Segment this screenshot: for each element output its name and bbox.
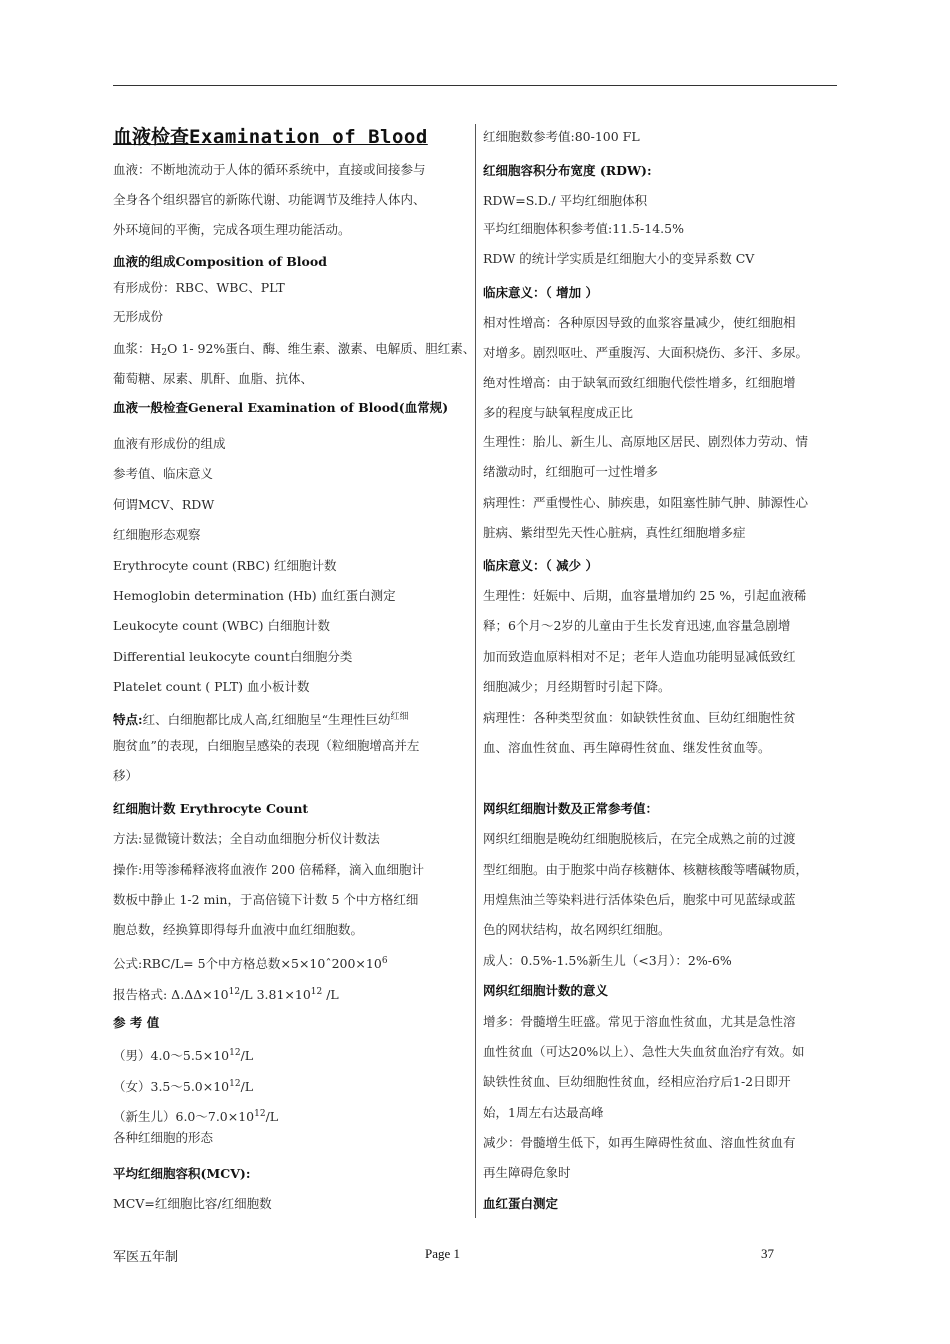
increase-line: 脏病、紫绀型先天性心脏病，真性红细胞增多症 <box>483 525 746 540</box>
reference-heading: 参 考 值 <box>113 1015 160 1030</box>
report-format: 报告格式: $\Delta.\Delta\Delta\times 10^{12}/L$ $3.81\times 10^{12}$ /L <box>113 987 339 1002</box>
feature-line: 特点:红、白细胞都比成人高,红细胞呈“生理性巨幼$^{红细}$ <box>113 712 409 727</box>
decrease-line: 释；6个月～2岁的儿童由于生长发育迅速,血容量急剧增 <box>483 618 791 633</box>
reference-newborn: （新生儿）$6.0\sim 7.0\times 10^{12}/L$ <box>113 1109 279 1124</box>
list-item: 何谓MCV、RDW <box>113 497 215 512</box>
list-item: Differential leukocyte count白细胞分类 <box>113 649 353 664</box>
general-exam-heading: 血液一般检查General Examination of Blood(血常规) <box>113 400 449 415</box>
reticulocyte-line: 型红细胞。由于胞浆中尚存核糖体、核糖核酸等嗜碱物质， <box>483 862 809 877</box>
mcv-reference: 红细胞数参考值:80-100 FL <box>483 129 640 144</box>
rdw-note: RDW 的统计学实质是红细胞大小的变异系数 CV <box>483 251 755 266</box>
column-divider <box>475 124 476 1218</box>
formula-line: 公式:RBC/L= 5个中方格总数$\times 5\times 10ˆ200\times 10^6$ <box>113 956 388 971</box>
page-title: 血液检查Examination of Blood <box>113 126 428 148</box>
reference-male: （男）$4.0\sim 5.5\times 10^{12}/L$ <box>113 1048 254 1063</box>
morphology-line: 各种红细胞的形态 <box>113 1130 214 1145</box>
reticulocyte-heading: 网织红细胞计数及正常参考值： <box>483 801 659 816</box>
list-item: 血液有形成份的组成 <box>113 436 226 451</box>
increase-line: 绝对性增高：由于缺氧而致红细胞代偿性增多，红细胞增 <box>483 375 796 390</box>
increase-line: 多的程度与缺氧程度成正比 <box>483 405 634 420</box>
footer-right: 37 <box>761 1246 774 1261</box>
intro-line: 外环境间的平衡，完成各项生理功能活动。 <box>113 222 351 237</box>
composition-heading: 血液的组成Composition of Blood <box>113 254 327 269</box>
rdw-formula: RDW=S.D./ 平均红细胞体积 <box>483 193 648 208</box>
reticulocyte-reference: 成人：0.5%-1.5%新生儿（<3月）：2%-6% <box>483 953 732 968</box>
footer-left: 军医五年制 <box>113 1249 179 1264</box>
list-item: Hemoglobin determination (Hb) 血红蛋白测定 <box>113 588 396 603</box>
rbc-heading: 红细胞计数 Erythrocyte Count <box>113 801 309 816</box>
decrease-line: 病理性：各种类型贫血：如缺铁性贫血、巨幼红细胞性贫 <box>483 710 796 725</box>
significance-line: 再生障碍危象时 <box>483 1165 571 1180</box>
reticulocyte-line: 网织红细胞是晚幼红细胞脱核后，在完全成熟之前的过渡 <box>483 831 796 846</box>
decrease-line: 血、溶血性贫血、再生障碍性贫血、继发性贫血等。 <box>483 740 771 755</box>
unformed-elements: 无形成份 <box>113 309 164 324</box>
decrease-line: 加而致造血原料相对不足；老年人造血功能明显减低致红 <box>483 649 796 664</box>
rdw-heading: 红细胞容积分布宽度 (RDW): <box>483 163 652 178</box>
list-item: Erythrocyte count (RBC) 红细胞计数 <box>113 558 337 573</box>
decrease-line: 细胞减少；月经期暂时引起下降。 <box>483 679 671 694</box>
significance-line: 增多：骨髓增生旺盛。常见于溶血性贫血，尤其是急性溶 <box>483 1014 796 1029</box>
operation-line: 数板中静止 1-2 min，于高倍镜下计数 5 个中方格红细 <box>113 892 419 907</box>
decrease-line: 生理性：妊娠中、后期，血容量增加约 25 %，引起血液稀 <box>483 588 807 603</box>
feature-line-2: 胞贫血”的表现，白细胞呈感染的表现（粒细胞增高并左 <box>113 738 420 753</box>
reticulocyte-significance-heading: 网织红细胞计数的意义 <box>483 983 609 998</box>
intro-line: 血液：不断地流动于人体的循环系统中，直接或间接参与 <box>113 162 426 177</box>
list-item: Platelet count ( PLT) 血小板计数 <box>113 679 310 694</box>
formed-elements: 有形成份：RBC、WBC、PLT <box>113 280 285 295</box>
method-line: 方法:显微镜计数法；全自动血细胞分析仪计数法 <box>113 831 380 846</box>
mcv-formula: MCV=红细胞比容/红细胞数 <box>113 1196 272 1211</box>
increase-line: 生理性：胎儿、新生儿、高原地区居民、剧烈体力劳动、情 <box>483 434 809 449</box>
plasma-line: 血浆：$H_2O$ 1- 92%蛋白、酶、维生素、激素、电解质、胆红素、 <box>113 341 476 358</box>
increase-line: 绪激动时，红细胞可一过性增多 <box>483 464 659 479</box>
list-item: 红细胞形态观察 <box>113 527 201 542</box>
header-rule <box>113 85 837 86</box>
decrease-heading: 临床意义：（ 减少 ） <box>483 558 598 573</box>
operation-line: 操作:用等渗稀释液将血液作 200 倍稀释，滴入血细胞计 <box>113 862 425 877</box>
increase-line: 对增多。剧烈呕吐、严重腹泻、大面积烧伤、多汗、多尿。 <box>483 345 809 360</box>
plasma-line-2: 葡萄糖、尿素、肌酐、血脂、抗体、 <box>113 371 314 386</box>
reference-female: （女）$3.5\sim 5.0\times 10^{12}/L$ <box>113 1079 254 1094</box>
intro-line: 全身各个组织器官的新陈代谢、功能调节及维持人体内、 <box>113 192 426 207</box>
significance-line: 血性贫血（可达20%以上）、急性大失血贫血治疗有效。如 <box>483 1044 805 1059</box>
feature-line-3: 移） <box>113 768 139 783</box>
footer-page-number: Page 1 <box>425 1246 461 1261</box>
hemoglobin-heading: 血红蛋白测定 <box>483 1196 559 1211</box>
list-item: 参考值、临床意义 <box>113 466 214 481</box>
reticulocyte-line: 色的网状结构，故名网织红细胞。 <box>483 922 671 937</box>
operation-line: 胞总数，经换算即得每升血液中血红细胞数。 <box>113 922 364 937</box>
significance-line: 缺铁性贫血、巨幼细胞性贫血，经相应治疗后1-2日即开 <box>483 1074 791 1089</box>
increase-heading: 临床意义：（ 增加 ） <box>483 285 598 300</box>
increase-line: 相对性增高：各种原因导致的血浆容量减少，使红细胞相 <box>483 315 796 330</box>
rdw-reference: 平均红细胞体积参考值:11.5-14.5% <box>483 221 684 236</box>
reticulocyte-line: 用煌焦油兰等染料进行活体染色后，胞浆中可见蓝绿或蓝 <box>483 892 796 907</box>
mcv-heading: 平均红细胞容积(MCV): <box>113 1166 251 1181</box>
significance-line: 始，1周左右达最高峰 <box>483 1105 604 1120</box>
list-item: Leukocyte count (WBC) 白细胞计数 <box>113 618 330 633</box>
significance-line: 减少：骨髓增生低下，如再生障碍性贫血、溶血性贫血有 <box>483 1135 796 1150</box>
increase-line: 病理性：严重慢性心、肺疾患，如阻塞性肺气肿、肺源性心 <box>483 495 809 510</box>
